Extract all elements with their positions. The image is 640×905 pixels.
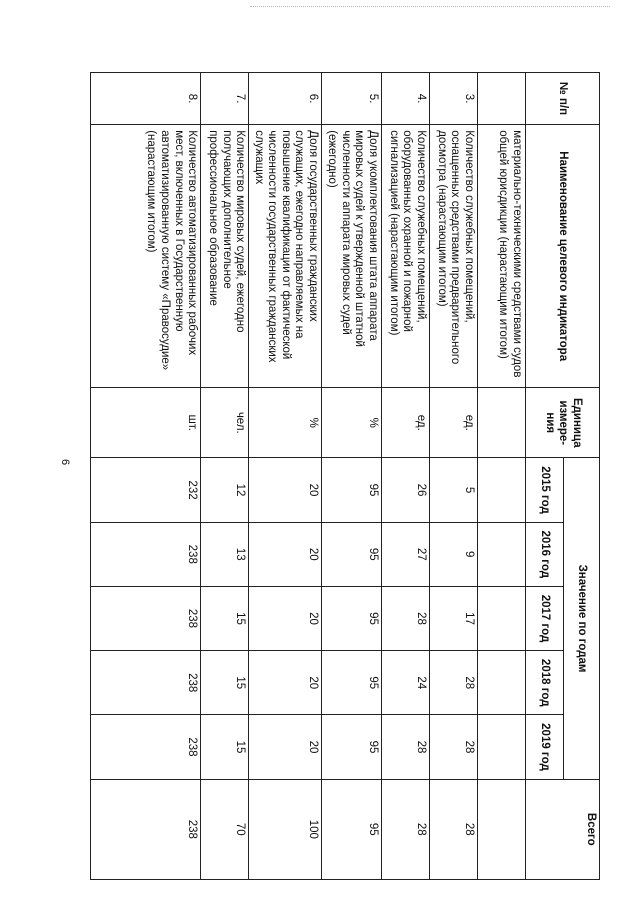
row-num: 6. bbox=[249, 73, 322, 125]
row-name: материально-техническими средствами судов общей юрисдикции (нарастающим итогом) bbox=[478, 125, 526, 388]
header-year: 2017 год bbox=[526, 586, 564, 650]
row-total: 28 bbox=[382, 779, 430, 879]
row-total bbox=[478, 779, 526, 879]
header-year: 2018 год bbox=[526, 651, 564, 715]
rotated-table-container bbox=[90, 72, 600, 880]
row-num: 8. bbox=[91, 73, 201, 125]
row-value: 95 bbox=[322, 651, 382, 715]
row-unit bbox=[478, 388, 526, 458]
row-value: 20 bbox=[249, 586, 322, 650]
row-value bbox=[478, 522, 526, 586]
indicators-table bbox=[90, 72, 600, 880]
row-value: 24 bbox=[382, 651, 430, 715]
row-name: Количество мировых судей, ежегодно получающих дополнительное профессиональное образование bbox=[201, 125, 249, 388]
row-total: 28 bbox=[430, 779, 478, 879]
table-row bbox=[201, 73, 249, 880]
row-value: 15 bbox=[201, 715, 249, 779]
row-total: 100 bbox=[249, 779, 322, 879]
row-value: 13 bbox=[201, 522, 249, 586]
row-value: 20 bbox=[249, 715, 322, 779]
row-value: 15 bbox=[201, 586, 249, 650]
table-row bbox=[91, 73, 201, 880]
table-row bbox=[382, 73, 430, 880]
header-num: № п/п bbox=[526, 73, 600, 125]
row-name: Доля укомплектования штата аппарата мировых судей к утвержденной штатной численности аппарата мировых судей (ежегодно) bbox=[322, 125, 382, 388]
row-value: 17 bbox=[430, 586, 478, 650]
row-value: 238 bbox=[91, 586, 201, 650]
row-value: 28 bbox=[430, 715, 478, 779]
row-value: 28 bbox=[430, 651, 478, 715]
table-row bbox=[249, 73, 322, 880]
row-unit: % bbox=[249, 388, 322, 458]
row-value: 95 bbox=[322, 715, 382, 779]
row-name: Доля государственных гражданских служащих, ежегодно направляемых на повышение квалификации от фактической численности государственных гражданских служащих bbox=[249, 125, 322, 388]
row-value bbox=[478, 458, 526, 522]
page-number: 6 bbox=[59, 458, 72, 466]
row-value: 20 bbox=[249, 458, 322, 522]
row-value bbox=[478, 586, 526, 650]
row-value: 15 bbox=[201, 651, 249, 715]
row-value: 28 bbox=[382, 715, 430, 779]
row-value: 28 bbox=[382, 586, 430, 650]
table-row bbox=[430, 73, 478, 880]
row-total: 70 bbox=[201, 779, 249, 879]
row-num bbox=[478, 73, 526, 125]
row-total: 95 bbox=[322, 779, 382, 879]
row-value: 238 bbox=[91, 522, 201, 586]
row-value: 232 bbox=[91, 458, 201, 522]
row-value: 238 bbox=[91, 651, 201, 715]
header-total: Всего bbox=[526, 779, 600, 879]
row-num: 3. bbox=[430, 73, 478, 125]
header-unit: Единица измере-ния bbox=[526, 388, 600, 458]
row-value: 26 bbox=[382, 458, 430, 522]
row-value: 9 bbox=[430, 522, 478, 586]
row-name: Количество автоматизированных рабочих мест, включенных в Государственную автоматизированную систему «Правосудие» (нарастающим итогом) bbox=[91, 125, 201, 388]
row-unit: чел. bbox=[201, 388, 249, 458]
row-num: 5. bbox=[322, 73, 382, 125]
row-value bbox=[478, 715, 526, 779]
row-value: 95 bbox=[322, 522, 382, 586]
header-year: 2015 год bbox=[526, 458, 564, 522]
row-unit: % bbox=[322, 388, 382, 458]
row-value: 5 bbox=[430, 458, 478, 522]
row-total: 238 bbox=[91, 779, 201, 879]
row-num: 4. bbox=[382, 73, 430, 125]
row-value: 20 bbox=[249, 651, 322, 715]
row-value: 20 bbox=[249, 522, 322, 586]
row-value: 95 bbox=[322, 586, 382, 650]
row-unit: ед. bbox=[382, 388, 430, 458]
row-value: 238 bbox=[91, 715, 201, 779]
row-value: 95 bbox=[322, 458, 382, 522]
header-name: Наименование целевого индикатора bbox=[526, 125, 600, 388]
header-years-group: Значение по годам bbox=[564, 458, 600, 779]
row-value bbox=[478, 651, 526, 715]
row-num: 7. bbox=[201, 73, 249, 125]
header-year: 2016 год bbox=[526, 522, 564, 586]
table-row bbox=[478, 73, 526, 880]
row-unit: шт. bbox=[91, 388, 201, 458]
row-value: 12 bbox=[201, 458, 249, 522]
scan-artifact bbox=[250, 6, 610, 9]
table-row bbox=[322, 73, 382, 880]
row-name: Количество служебных помещений, оборудованных охранной и пожарной сигнализацией (нарастающим итогом) bbox=[382, 125, 430, 388]
row-value: 27 bbox=[382, 522, 430, 586]
row-name: Количество служебных помещений, оснащенных средствами предварительного досмотра (нарастающим итогом) bbox=[430, 125, 478, 388]
row-unit: ед. bbox=[430, 388, 478, 458]
header-year: 2019 год bbox=[526, 715, 564, 779]
